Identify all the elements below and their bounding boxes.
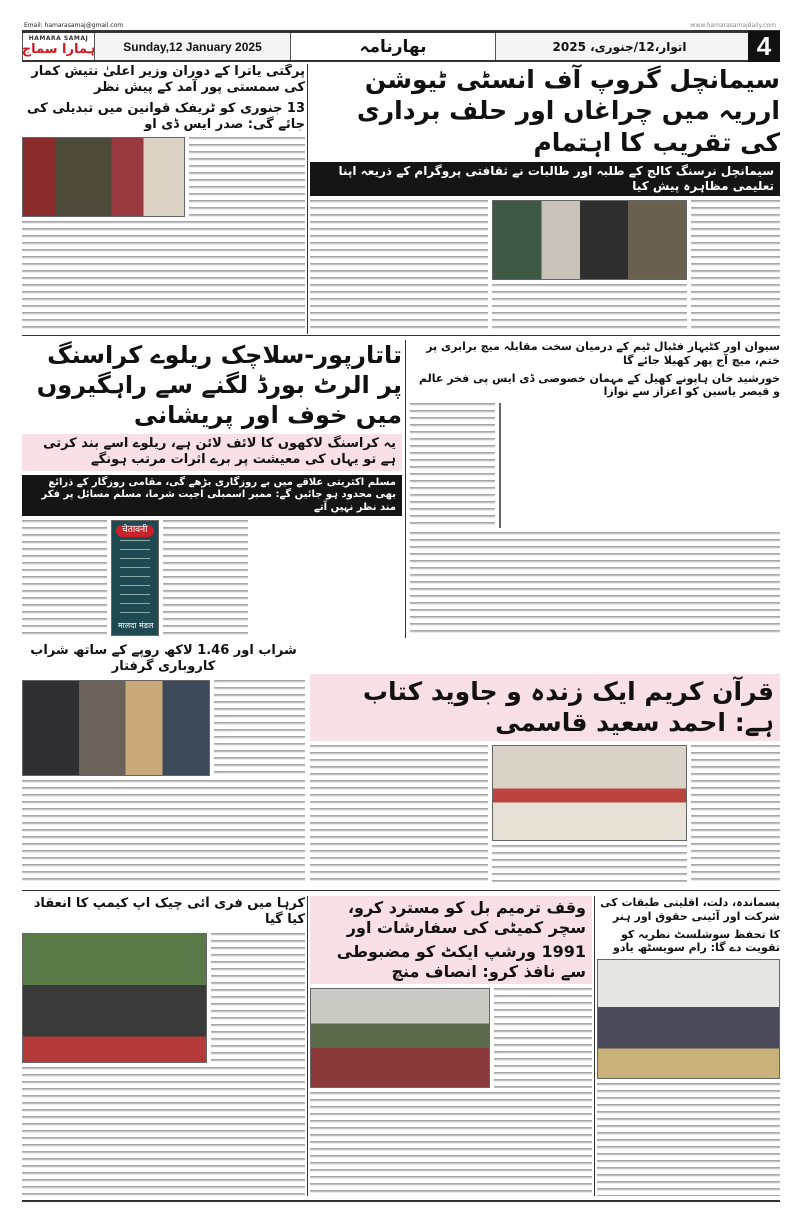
railway-pink-bar: یہ کراسنگ لاکھوں کا لائف لائن ہے، ریلوے اسے بند کرتی ہے تو یہاں کی معیشت پر برے اثرات مرتب ہونگے [22,434,402,471]
liquor-story [22,643,305,883]
logo-urdu: ہمارا سماج [21,41,96,57]
top-left-headline-1: پرگتی یاترا کے دوران وزیر اعلیٰ نتیش کمار کی سمستی پور آمد کے پیش نظر [31,64,305,96]
photo-quran-event [492,745,687,841]
railway-story [22,340,402,636]
body-text [310,1092,592,1196]
body-text [494,988,592,1088]
body-text [492,284,687,333]
body-text [310,200,488,333]
section-title: بھارنامہ [290,33,495,60]
photo-insaf-manch-meeting [310,988,490,1088]
body-text [211,933,305,1063]
waqf-story [310,896,592,1196]
body-text [691,200,780,333]
top-main-subhead: سیمانچل نرسنگ کالج کے طلبہ اور طالبات نے ثقافتی پروگرام کے ذریعہ اپنا تعلیمی مظاہرہ پیش کیا [310,162,780,196]
body-text [691,745,780,883]
body-text [410,403,495,528]
photo-eye-camp [22,933,207,1063]
body-text [410,532,780,636]
quran-story [310,674,780,882]
backward-headline-1: پسماندہ، دلت، اقلیتی طبقات کی شرکت اور آئینی حقوق اور ہنر [600,896,780,923]
railway-headline: تاتارپور-سلاچک ریلوے کراسنگ پر الرٹ بورڈ لگنے سے راہگیروں میں خوف اور پریشانی [36,341,402,429]
masthead [22,30,780,62]
top-left-headline-2: 13 جنوری کو ٹریفک قوانین میں تبدیلی کی جائے گی: صدر ایس ڈی او [26,100,305,132]
backward-headline-2: کا تحفظ سوشلسٹ نظریہ کو تقویت دے گا: رام سویسٹھ یادو [613,927,780,955]
body-text [22,520,107,636]
top-main-headline: سیمانچل گروپ آف انسٹی ٹیوشن ارریہ میں چراغاں اور حلف برداری کی تقریب کا اہتمام [356,65,780,157]
waqf-headline-1: وقف ترمیم بل کو مسترد کرو، سچر کمیٹی کی سفارشات اور [310,896,592,940]
railway-black-bar: مسلم اکثریتی علاقے میں بے روزگاری بڑھے گی، مقامی روزگار کے ذرائع بھی محدود ہو جائیں گے: ممبر اسمبلی اجیت شرما، مسلم مسائل پر فکر مند نظر نہیں آتے [22,475,402,517]
logo-english: HAMARA SAMAJ [28,35,89,43]
newspaper-logo [22,33,94,60]
body-text [189,137,305,217]
page-number: 4 [748,31,780,62]
date-urdu: اتوار،12/جنوری، 2025 [495,33,743,60]
liquor-headline: شراب اور 1.46 لاکھ روپے کے ساتھ شراب کاروباری گرفتار [30,643,297,675]
body-text [214,680,305,776]
sign-footer: मालदा मंडल [117,620,154,630]
quran-headline: قرآن کریم ایک زندہ و جاوید کتاب ہے: احمد سعید قاسمی [310,674,780,741]
body-text [597,1083,780,1196]
masthead-email: Email: hamarasamaj@gmail.com [24,22,124,29]
sports-headline-1: سیوان اور کٹیہار فٹبال ٹیم کے درمیان سخت مقابلہ میچ برابری پر ختم، میچ آج پھر کھیلا جائے گا [426,340,780,367]
top-main-story [310,64,780,333]
body-text [22,780,305,884]
photo-football-awards [499,403,501,528]
sports-headline-2: خورشید خان ہاپونے کھیل کے مہمان خصوصی ڈی ایس پی فخر عالم و قیصر یاسین کو اعزاز سے نوازا [418,371,780,399]
photo-lamp-ceremony [492,200,687,280]
photo-warning-sign [111,520,159,636]
backward-classes-story [597,896,780,1196]
top-left-story [22,64,305,332]
eye-camp-headline: کرہا میں فری آئی چیک اپ کیمپ کا انعقاد کیا گیا [33,896,305,928]
date-english: Sunday,12 January 2025 [94,33,290,60]
waqf-headline-2: 1991 ورشپ ایکٹ کو مضبوطی سے نافذ کرو: انصاف منچ [310,940,592,984]
sign-title: चेतावनी [116,525,154,537]
photo-liquor-arrest [22,680,210,776]
photo-socialist-meeting [597,959,780,1079]
masthead-website: www.hamarasamajdaily.com [690,22,776,29]
body-text [22,221,305,332]
body-text [22,1067,305,1197]
eye-camp-story [22,896,305,1196]
sports-story [410,340,780,636]
body-text [163,520,248,636]
photo-police-officials [22,137,185,217]
body-text [310,745,488,883]
body-text [492,845,687,883]
